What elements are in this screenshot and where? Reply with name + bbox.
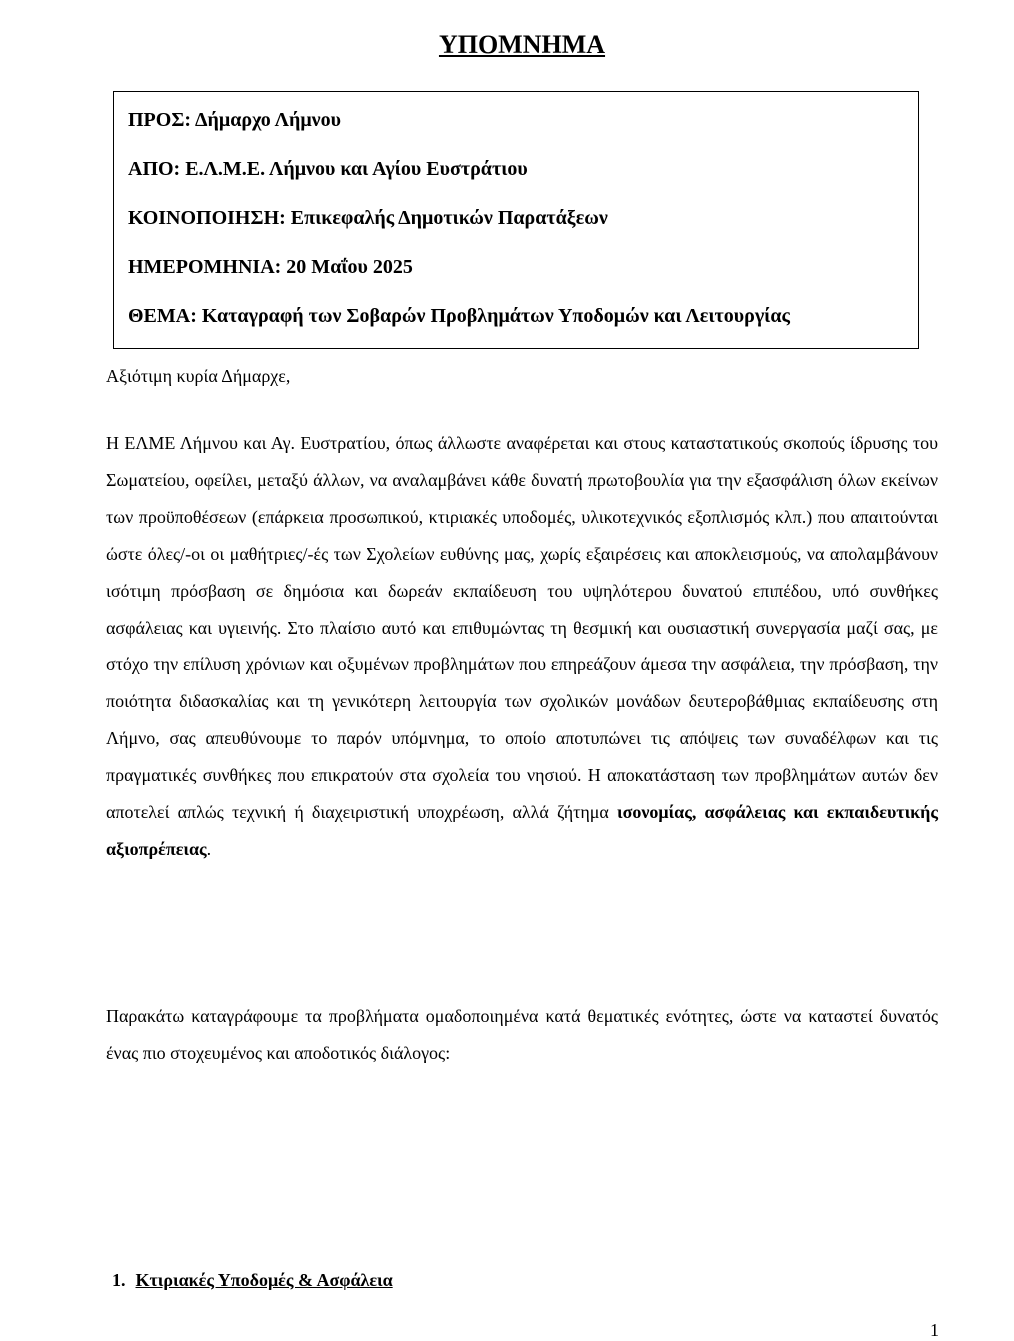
header-to: ΠΡΟΣ: Δήμαρχο Λήμνου: [128, 109, 341, 131]
intro-paragraph-emphasis: ισονομίας, ασφάλειας και εκπαιδευτικής αξιοπρέπειας: [106, 802, 938, 859]
section-title: Κτιριακές Υποδομές & Ασφάλεια: [135, 1270, 393, 1290]
document-title: ΥΠΟΜΝΗΜΑ: [438, 30, 606, 59]
memo-header-box: [113, 91, 919, 349]
header-subject: ΘΕΜΑ: Καταγραφή των Σοβαρών Προβλημάτων Υποδομών και Λειτουργίας: [128, 305, 790, 327]
overview-paragraph: Παρακάτω καταγράφουμε τα προβλήματα ομαδοποιημένα κατά θεματικές ενότητες, ώστε να καταστεί δυνατός ένας πιο στοχευμένος και αποδοτικός διάλογος:: [106, 1006, 938, 1063]
intro-paragraph: [106, 425, 938, 868]
section-number: 1.: [112, 1270, 126, 1290]
page-number: 1: [930, 1320, 939, 1340]
header-from: ΑΠΟ: Ε.Λ.Μ.Ε. Λήμνου και Αγίου Ευστράτιου: [128, 158, 528, 180]
intro-paragraph-text: Η ΕΛΜΕ Λήμνου και Αγ. Ευστρατίου, όπως άλλωστε αναφέρεται και στους καταστατικούς σκοπούς ίδρυσης του Σωματείου, οφείλει, μεταξύ άλλων, να αναλαμβάνει κάθε δυνατή πρωτοβουλία για την εξασφάλιση όλων εκείνων των προϋποθέσεων (επάρκεια προσωπικού, κτιριακές υποδομές, υλικοτεχνικός εξοπλισμός κλπ.) που απαιτούνται ώστε όλες/-οι οι μαθήτριες/-ές των Σχολείων ευθύνης μας, χωρίς εξαιρέσεις και αποκλεισμούς, να απολαμβάνουν ισότιμη πρόσβαση σε δημόσια και δωρεάν εκπαίδευση του υψηλότερου δυνατού επιπέδου, υπό συνθήκες ασφάλειας και υγιεινής. Στο πλαίσιο αυτό και επιθυμώντας τη θεσμική και ουσιαστική συνεργασία μαζί σας, με στόχο την επίλυση χρόνιων και οξυμένων προβλημάτων που επηρεάζουν άμεσα την ασφάλεια, την πρόσβαση, την ποιότητα διδασκαλίας και τη γενικότερη λειτουργία των σχολικών μονάδων δευτεροβάθμιας εκπαίδευσης στη Λήμνο, σας απευθύνουμε το παρόν υπόμνημα, το οποίο αποτυπώνει τις απόψεις των συναδέλφων και τις πραγματικές συνθήκες που επικρατούν στα σχολεία του νησιού. Η αποκατάσταση των προβλημάτων αυτών δεν αποτελεί απλώς τεχνική ή διαχειριστική υποχρέωση, αλλά ζήτημα: [106, 433, 938, 823]
header-cc: ΚΟΙΝΟΠΟΙΗΣΗ: Επικεφαλής Δημοτικών Παρατάξεων: [128, 207, 608, 229]
greeting: Αξιότιμη κυρία Δήμαρχε,: [106, 366, 291, 386]
section-heading: [112, 1270, 393, 1291]
header-date: ΗΜΕΡΟΜΗΝΙΑ: 20 Μαΐου 2025: [128, 256, 413, 278]
intro-paragraph-end: .: [206, 838, 212, 859]
